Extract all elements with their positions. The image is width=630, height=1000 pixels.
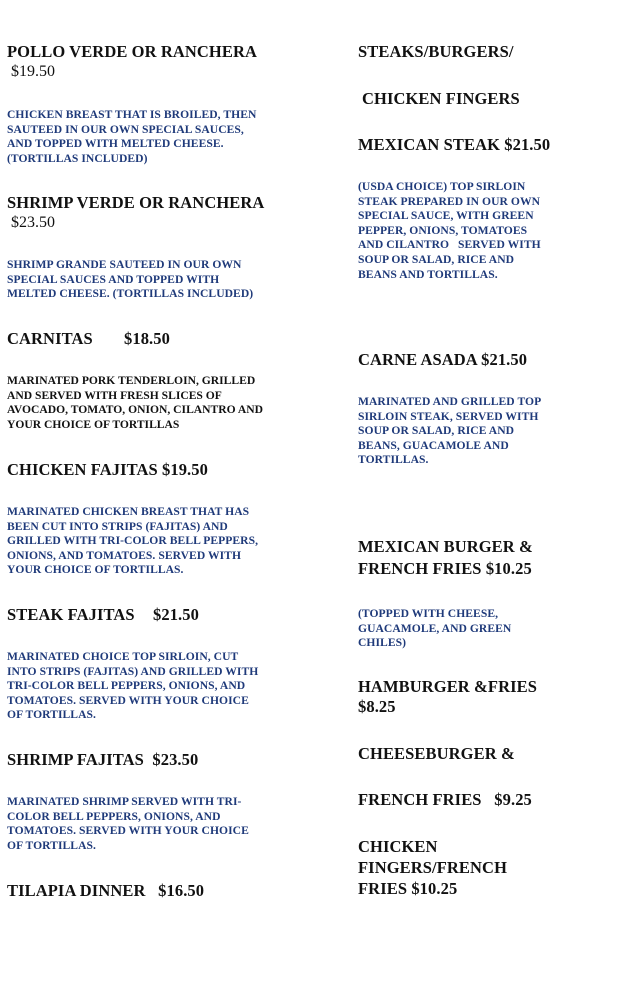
shrimp-fajitas-title: SHRIMP FAJITAS $23.50 bbox=[7, 750, 199, 769]
steak-fajitas-title: STEAK FAJITAS bbox=[7, 605, 135, 624]
steak-fajitas-price: $21.50 bbox=[153, 605, 199, 624]
hamburger-fries-title: HAMBURGER &FRIES $8.25 bbox=[358, 677, 537, 716]
carne-asada-title: CARNE ASADA $21.50 bbox=[358, 350, 528, 369]
mexican-burger-title: MEXICAN BURGER & FRENCH FRIES $10.25 bbox=[358, 537, 533, 578]
shrimp-verde-title: SHRIMP VERDE OR RANCHERA bbox=[7, 193, 265, 212]
carne-asada-description: MARINATED AND GRILLED TOP SIRLOIN STEAK, SERVED WITH SOUP OR SALAD, RICE AND BEANS, GUACAMOLE AND TORTILLAS. bbox=[358, 395, 542, 467]
shrimp-verde-price: $23.50 bbox=[11, 214, 55, 231]
carnitas-title: CARNITAS bbox=[7, 329, 93, 348]
pollo-verde-price: $19.50 bbox=[11, 63, 55, 80]
mexican-steak-description: (USDA CHOICE) TOP SIRLOIN STEAK PREPARED IN OUR OWN SPECIAL SAUCE, WITH GREEN PEPPER, ONIONS, TOMATOES AND CILANTRO SERVED WITH SOUP OR SALAD, RICE AND BEANS AND TORTILLAS. bbox=[358, 180, 541, 281]
pollo-verde-title: POLLO VERDE OR RANCHERA bbox=[7, 42, 257, 61]
shrimp-verde-description: SHRIMP GRANDE SAUTEED IN OUR OWN SPECIAL SAUCES AND TOPPED WITH MELTED CHEESE. (TORTILLAS INCLUDED) bbox=[7, 258, 254, 301]
section-heading-line1: STEAKS/BURGERS/ bbox=[358, 42, 514, 61]
chicken-fingers-title: CHICKEN FINGERS/FRENCH FRIES $10.25 bbox=[358, 837, 507, 898]
cheeseburger-line1: CHEESEBURGER & bbox=[358, 744, 515, 763]
pollo-verde-description: CHICKEN BREAST THAT IS BROILED, THEN SAUTEED IN OUR OWN SPECIAL SAUCES, AND TOPPED WITH MELTED CHEESE. (TORTILLAS INCLUDED) bbox=[7, 108, 257, 165]
mexican-burger-description: (TOPPED WITH CHEESE, GUACAMOLE, AND GREEN CHILES) bbox=[358, 607, 512, 650]
carnitas-description: MARINATED PORK TENDERLOIN, GRILLED AND SERVED WITH FRESH SLICES OF AVOCADO, TOMATO, ONION, CILANTRO AND YOUR CHOICE OF TORTILLAS bbox=[7, 374, 264, 431]
steak-fajitas-description: MARINATED CHOICE TOP SIRLOIN, CUT INTO STRIPS (FAJITAS) AND GRILLED WITH TRI-COLOR BELL PEPPERS, ONIONS, AND TOMATOES. SERVED WITH YOUR CHOICE OF TORTILLAS. bbox=[7, 650, 259, 722]
cheeseburger-line2: FRENCH FRIES $9.25 bbox=[358, 790, 532, 809]
chicken-fajitas-description: MARINATED CHICKEN BREAST THAT HAS BEEN CUT INTO STRIPS (FAJITAS) AND GRILLED WITH TRI-COLOR BELL PEPPERS, ONIONS, AND TOMATOES. SERVED WITH YOUR CHOICE OF TORTILLAS. bbox=[7, 505, 259, 577]
section-heading-line2: CHICKEN FINGERS bbox=[362, 89, 520, 108]
mexican-steak-title: MEXICAN STEAK $21.50 bbox=[358, 135, 551, 154]
shrimp-fajitas-description: MARINATED SHRIMP SERVED WITH TRI- COLOR BELL PEPPERS, ONIONS, AND TOMATOES. SERVED WITH YOUR CHOICE OF TORTILLAS. bbox=[7, 795, 249, 852]
carnitas-price: $18.50 bbox=[124, 329, 170, 348]
chicken-fajitas-title: CHICKEN FAJITAS $19.50 bbox=[7, 460, 208, 479]
tilapia-dinner-title: TILAPIA DINNER $16.50 bbox=[7, 881, 205, 900]
